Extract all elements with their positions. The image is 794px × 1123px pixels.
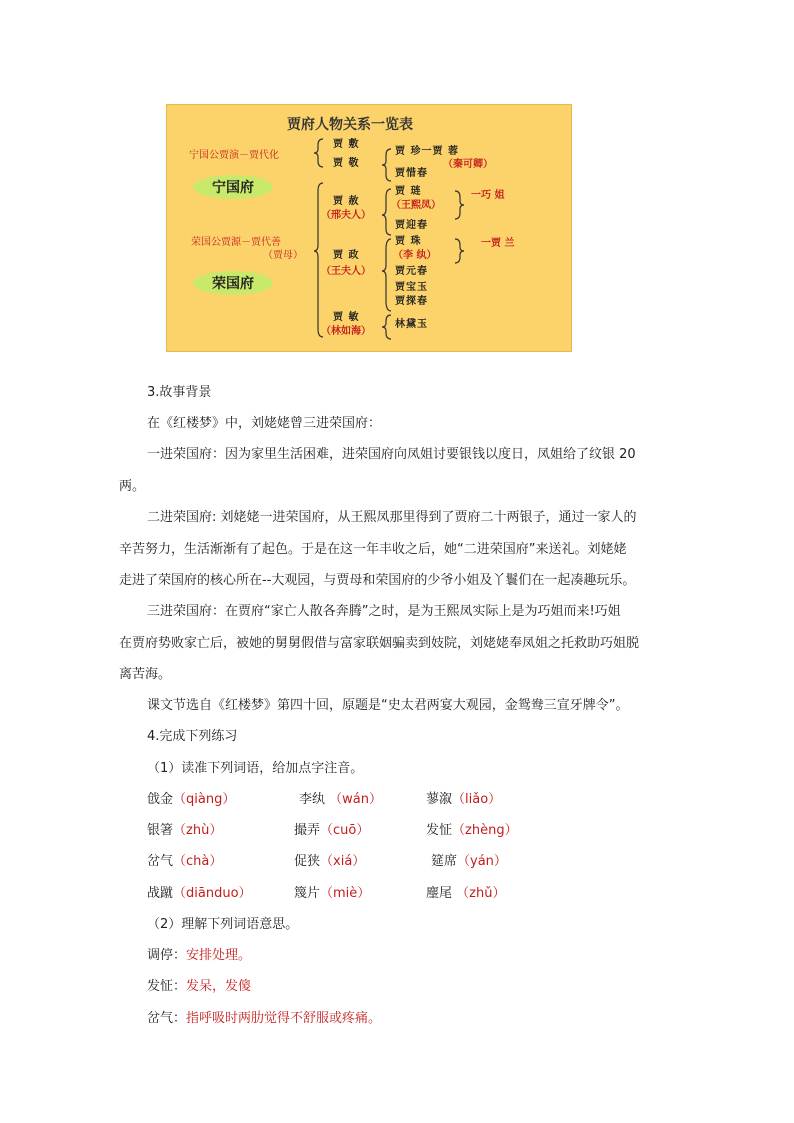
vocab-item [147, 852, 222, 872]
vocab-item [294, 821, 369, 841]
vocab-word: 发怔 [426, 823, 453, 838]
vocab-item [147, 821, 222, 841]
definition-term: 岔气： [147, 1011, 187, 1026]
vocab-word: 岔气 [147, 854, 174, 869]
rongguo-ancestor: 荣国公贾源－贾代善 [191, 237, 281, 248]
family-relationship-diagram [166, 104, 572, 352]
paragraph-third-visit-2: 在贾府势败家亡后，被她的舅舅假借与富家联姻骗卖到妓院，刘姥姥奉凤姐之托救助巧姐脱 [119, 636, 640, 651]
vocab-word: 麈尾 [426, 886, 457, 901]
node-lindaiyu: 林黛玉 [395, 319, 428, 330]
node-wangxifeng: （王熙凤） [391, 200, 441, 211]
node-qinkeqing: （秦可卿） [443, 159, 493, 170]
ningguo-oval [193, 175, 273, 199]
ningguo-label: 宁国府 [212, 180, 254, 196]
vocab-pinyin: （cuō） [320, 823, 370, 838]
node-qiaojie: 一巧 姐 [471, 190, 505, 201]
vocab-item [426, 790, 501, 810]
paragraph-third-visit-1: 三进荣国府：在贾府“家亡人散各奔腾”之时，是为王熙凤实际上是为巧姐而来!巧姐 [147, 604, 621, 619]
vocab-word: 蓼溆 [426, 792, 453, 807]
definition-item [147, 977, 251, 997]
paragraph-intro: 在《红楼梦》中，刘姥姥曾三进荣国府： [147, 416, 382, 431]
node-jiayingchun: 贾迎春 [395, 220, 428, 231]
rongguo-label: 荣国府 [212, 276, 254, 292]
vocab-item [147, 790, 235, 810]
vocab-word: 促狭 [294, 854, 321, 869]
vocab-pinyin: （xiá） [320, 854, 366, 869]
vocab-pinyin: （chà） [173, 854, 223, 869]
node-jiashe: 贾 赦 [333, 196, 360, 207]
node-linruhai: （林如海） [321, 326, 371, 337]
rongguo-mother: （贾母） [263, 250, 303, 261]
vocab-word: 战蹴 [147, 886, 174, 901]
node-wangfuren: （王夫人） [321, 266, 371, 277]
vocab-item [294, 884, 370, 904]
vocab-pinyin: （zhǔ） [456, 886, 506, 901]
ningguo-ancestor: 宁国公贾演－贾代化 [189, 150, 279, 161]
section-heading-4: 4.完成下列练习 [147, 729, 238, 744]
vocab-pinyin: （wán） [329, 792, 382, 807]
paragraph-first-visit-2: 两。 [119, 479, 146, 494]
vocab-item [294, 852, 365, 872]
definition-term: 发怔： [147, 979, 187, 994]
node-jialan: 一贾 兰 [481, 238, 515, 249]
node-jiazheng: 贾 政 [333, 250, 360, 261]
definition-meaning: 指呼吸时两肋觉得不舒服或疼痛。 [186, 1011, 382, 1026]
definition-item [147, 1009, 381, 1029]
exercise-question-2: （2）理解下列词语意思。 [147, 917, 299, 932]
definition-meaning: 安排处理。 [186, 948, 252, 963]
node-jiabaoyu: 贾宝玉 [395, 282, 428, 293]
definition-term: 调停： [147, 948, 187, 963]
vocab-word: 李纨 [299, 792, 330, 807]
exercise-question-1: （1）读准下列词语，给加点字注音。 [147, 761, 364, 776]
vocab-word: 戗金 [147, 792, 174, 807]
rongguo-oval [193, 271, 273, 295]
vocab-word: 筵席 [431, 854, 458, 869]
vocab-pinyin: （diānduo） [173, 886, 252, 901]
section-heading-3: 3.故事背景 [147, 385, 212, 400]
paragraph-second-visit-1: 二进荣国府: 刘姥姥一进荣国府，从王熙凤那里得到了贾府二十两银子，通过一家人的 [147, 510, 637, 525]
paragraph-second-visit-2: 辛苦努力，生活渐渐有了起色。于是在这一年丰收之后，她“二进荣国府”来送礼。刘姥姥 [119, 542, 627, 557]
vocab-pinyin: （miè） [320, 886, 371, 901]
node-jiamin: 贾 敏 [333, 312, 360, 323]
node-jiazhu: 贾 珠 [395, 236, 422, 247]
node-jiazhen: 贾 珍一贾 蓉 [395, 146, 459, 157]
definition-meaning: 发呆，发傻 [186, 979, 252, 994]
bracket-lines [167, 105, 573, 353]
definition-item [147, 946, 251, 966]
vocab-item [299, 790, 382, 810]
vocab-item [147, 884, 252, 904]
paragraph-third-visit-3: 离苦海。 [119, 667, 172, 682]
vocab-word: 银箸 [147, 823, 174, 838]
node-jiayuanchun: 贾元春 [395, 266, 428, 277]
node-jiatanchun: 贾探春 [395, 296, 428, 307]
paragraph-first-visit-1: 一进荣国府：因为家里生活困难，进荣国府向凤姐讨要银钱以度日，凤姐给了纹银 20 [147, 447, 636, 462]
vocab-pinyin: （qiàng） [173, 792, 236, 807]
node-jiajing: 贾 敬 [333, 158, 360, 169]
paragraph-second-visit-3: 走进了荣国府的核心所在--大观园，与贾母和荣国府的少爷小姐及丫鬟们在一起凑趣玩乐。 [119, 573, 636, 588]
node-jiaxichun: 贾惜春 [395, 168, 428, 179]
diagram-title: 贾府人物关系一览表 [287, 117, 413, 133]
node-liwan: （李 纨） [393, 250, 437, 261]
vocab-pinyin: （liǎo） [452, 792, 502, 807]
vocab-item [426, 821, 518, 841]
vocab-word: 篾片 [294, 886, 321, 901]
vocab-word: 撮弄 [294, 823, 321, 838]
paragraph-source: 课文节选自《红楼梦》第四十回，原题是“史太君两宴大观园，金鸳鸯三宣牙牌令”。 [147, 698, 629, 713]
node-jialian: 贾 琏 [395, 186, 422, 197]
vocab-item [431, 852, 507, 872]
vocab-pinyin: （zhù） [173, 823, 223, 838]
node-jiafu: 贾 敷 [333, 139, 360, 150]
vocab-item [426, 884, 505, 904]
vocab-pinyin: （yán） [457, 854, 507, 869]
vocab-pinyin: （zhèng） [452, 823, 518, 838]
node-xingfuren: （邢夫人） [321, 210, 371, 221]
